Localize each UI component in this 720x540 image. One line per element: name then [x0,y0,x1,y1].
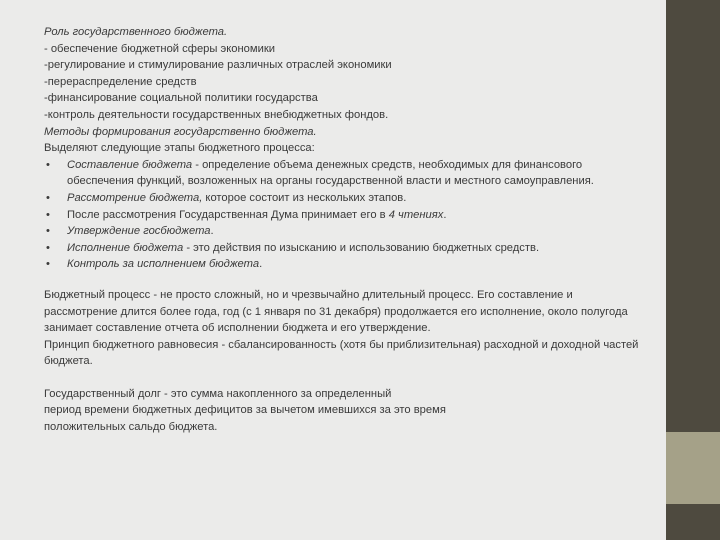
sidebar-dark-block [666,0,720,432]
stage-desc: После рассмотрения Государственная Дума принимает его в [67,208,389,221]
debt-line: Государственный долг - это сумма накопленного за определенный [44,387,392,400]
sidebar-accent-block [666,432,720,504]
stage-punct: . [210,225,214,238]
debt-line: положительных сальдо бюджета. [44,421,218,434]
stage-item [44,190,644,207]
role-item: -перераспределение средств [44,75,197,88]
spacer [44,273,644,287]
role-item: -регулирование и стимулирование различных отраслей экономики [44,59,392,72]
sidebar-dark-block-bottom [666,504,720,540]
methods-heading: Методы формирования государственно бюджета. [44,125,317,138]
stage-punct: . [443,208,447,221]
decorative-sidebar [666,0,720,540]
stage-desc: - это действия по изысканию и использованию бюджетных средств. [183,241,540,254]
stage-term: 4 чтениях [388,208,444,221]
stage-term: Контроль за исполнением бюджета [67,258,260,271]
stage-term: Рассмотрение бюджета, [67,191,203,204]
role-item: - обеспечение бюджетной сферы экономики [44,42,275,55]
process-paragraph: Бюджетный процесс - не просто сложный, но и чрезвычайно длительный процесс. Его составление и рассмотрение длится более года, год (с 1 января по 31 декабря) продолжается его исполнение, около полугода занимает составление отчета об исполнении бюджета и его утверждение. [44,288,628,335]
debt-line: период времени бюджетных дефицитов за вычетом имевшихся за это время [44,404,446,417]
stage-item [44,223,644,240]
stages-list [44,157,644,273]
role-heading: Роль государственного бюджета. [44,26,228,38]
stage-item [44,240,644,257]
stage-term: Утверждение госбюджета [67,225,211,238]
stages-intro: Выделяют следующие этапы бюджетного процесса: [44,142,315,155]
slide-content [44,24,644,436]
stage-punct: . [259,258,263,271]
balance-paragraph: Принцип бюджетного равновесия - сбалансированность (хотя бы приблизительная) расходной и доходной частей бюджета. [44,338,639,368]
stage-term: Исполнение бюджета [67,241,184,254]
role-item: -финансирование социальной политики государства [44,92,318,105]
spacer [44,370,644,386]
stage-item [44,157,644,190]
stage-item [44,207,644,224]
stage-item [44,256,644,273]
stage-term: Составление бюджета [67,158,193,171]
stage-desc: - определение объема денежных средств, необходимых для финансового обеспечения функций, возложенных на органы государственной власти и местного самоуправления. [67,158,594,188]
role-item: -контроль деятельности государственных внебюджетных фондов. [44,108,389,121]
stage-desc: которое состоит из нескольких этапов. [202,191,407,204]
